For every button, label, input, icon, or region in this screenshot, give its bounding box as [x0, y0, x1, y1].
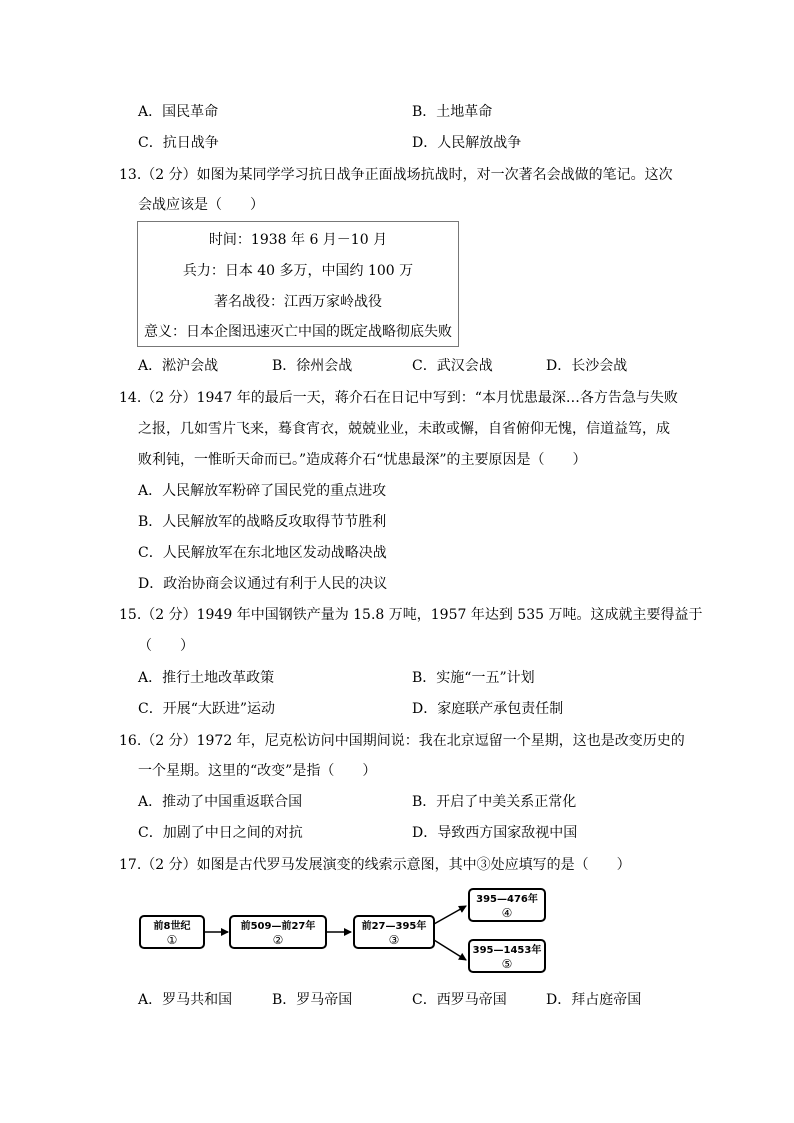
note-time: 时间：1938 年 6 月－10 月 [208, 232, 388, 248]
flow-mark-1: ① [166, 933, 178, 947]
flow-box-5 [468, 939, 546, 973]
flow-mark-2: ② [272, 933, 284, 947]
note-significance: 意义：日本企图迅速灭亡中国的既定战略彻底失败 [144, 324, 452, 340]
flow-mark-3: ③ [388, 933, 400, 947]
flow-box-1 [139, 915, 205, 949]
q15-option-a[interactable]: A．推行土地改革政策 [138, 670, 275, 686]
q17-stem: 17.（2 分）如图是古代罗马发展演变的线索示意图，其中③处应填写的是（ ） [119, 857, 631, 873]
q17-option-b[interactable]: B．罗马帝国 [272, 992, 353, 1008]
q14-option-c[interactable]: C．人民解放军在东北地区发动战略决战 [138, 545, 387, 561]
q15-option-b[interactable]: B．实施“一五”计划 [412, 670, 535, 686]
flow-period-4: 395—476年 [476, 894, 538, 905]
flow-box-3 [353, 915, 435, 949]
note-battle: 著名战役：江西万家岭战役 [214, 294, 382, 310]
flow-period-2: 前509—前27年 [240, 921, 316, 932]
q15-option-c[interactable]: C．开展“大跃进”运动 [138, 701, 276, 717]
q16-option-c[interactable]: C．加剧了中日之间的对抗 [138, 825, 303, 841]
flow-box-4 [468, 888, 546, 922]
q17-option-d[interactable]: D．拜占庭帝国 [546, 992, 642, 1008]
q13-option-d[interactable]: D．长沙会战 [546, 358, 628, 374]
q17-option-c[interactable]: C．西罗马帝国 [412, 992, 507, 1008]
q16-option-d[interactable]: D．导致西方国家敌视中国 [412, 825, 578, 841]
flow-period-5: 395—1453年 [472, 945, 542, 956]
q13-option-a[interactable]: A．淞沪会战 [138, 358, 219, 374]
q16-option-a[interactable]: A．推动了中国重返联合国 [138, 794, 303, 810]
q14-stem-line1: 14.（2 分）1947 年的最后一天，蒋介石在日记中写到：“本月忧患最深…各方告急与失败 [119, 390, 678, 406]
q14-option-d[interactable]: D．政治协商会议通过有利于人民的决议 [138, 576, 388, 592]
note-forces: 兵力：日本 40 多万，中国约 100 万 [182, 263, 414, 279]
arrow-3-5 [434, 940, 466, 960]
q13-stem-line1: 13.（2 分）如图为某同学学习抗日战争正面战场抗战时，对一次著名会战做的笔记。这次 [119, 167, 673, 183]
flow-box-2 [229, 915, 327, 949]
q16-stem-line2: 一个星期。这里的“改变”是指（ ） [138, 763, 377, 779]
q12-option-c[interactable]: C．抗日战争 [138, 135, 219, 151]
arrow-3-4 [434, 906, 466, 924]
q14-option-b[interactable]: B．人民解放军的战略反攻取得节节胜利 [138, 514, 387, 530]
q12-option-a[interactable]: A．国民革命 [138, 104, 219, 120]
q17-option-a[interactable]: A．罗马共和国 [138, 992, 233, 1008]
q13-option-b[interactable]: B．徐州会战 [272, 358, 353, 374]
q12-option-d[interactable]: D．人民解放战争 [412, 135, 522, 151]
flow-mark-5: ⑤ [501, 957, 513, 971]
flow-period-1: 前8世纪 [153, 921, 191, 932]
flow-period-3: 前27—395年 [361, 921, 427, 932]
q13-option-c[interactable]: C．武汉会战 [412, 358, 493, 374]
flow-mark-4: ④ [501, 906, 513, 920]
q13-stem-line2: 会战应该是（ ） [138, 197, 264, 213]
q12-option-b[interactable]: B．土地革命 [412, 104, 493, 120]
q14-stem-line3: 败利钝，一惟昕天命而已。”造成蒋介石“忧患最深”的主要原因是（ ） [138, 452, 587, 468]
q16-stem-line1: 16.（2 分）1972 年，尼克松访问中国期间说：我在北京逗留一个星期，这也是改变历史的 [119, 733, 685, 749]
q16-option-b[interactable]: B．开启了中美关系正常化 [412, 794, 577, 810]
q15-stem-line2: （ ） [138, 638, 194, 654]
q14-stem-line2: 之报，几如雪片飞来，蓦食宵衣，兢兢业业，未敢或懈，自省俯仰无愧，信道益笃，成 [138, 421, 670, 437]
q15-option-d[interactable]: D．家庭联产承包责任制 [412, 701, 564, 717]
q14-option-a[interactable]: A．人民解放军粉碎了国民党的重点进攻 [138, 483, 387, 499]
q15-stem-line1: 15.（2 分）1949 年中国钢铁产量为 15.8 万吨，1957 年达到 535 万吨。这成就主要得益于 [119, 607, 703, 623]
